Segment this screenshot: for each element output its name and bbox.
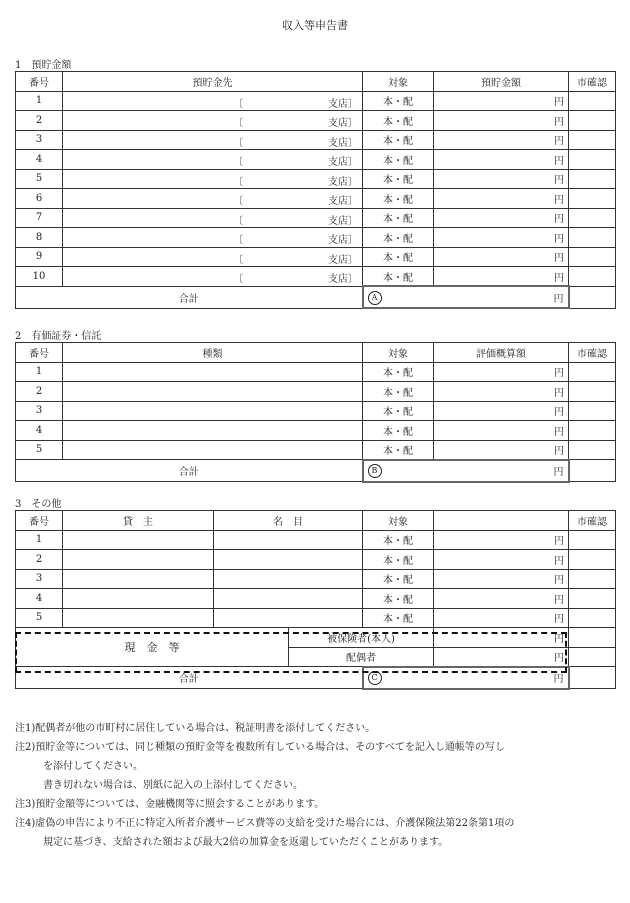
city-check-cell xyxy=(569,150,616,170)
deposit-amount-field[interactable] xyxy=(434,208,569,228)
bracket-open: 〔 xyxy=(233,176,243,188)
branch-label: 支店〕 xyxy=(328,235,358,246)
row-number: 6 xyxy=(16,189,63,209)
lender-field[interactable] xyxy=(63,550,214,570)
city-check-cell xyxy=(569,228,616,248)
deposit-row xyxy=(16,247,616,267)
type-field[interactable] xyxy=(63,382,363,402)
target-select[interactable]: 本・配 xyxy=(363,569,434,589)
securities-row xyxy=(16,401,616,421)
securities-row xyxy=(16,421,616,441)
insured-amount-field[interactable] xyxy=(434,628,569,648)
deposit-row xyxy=(16,169,616,189)
total-unit: 円 xyxy=(553,467,564,478)
bracket-open: 〔 xyxy=(233,274,243,285)
row-number: 2 xyxy=(16,111,63,131)
section1-heading: 1 預貯金額 xyxy=(15,60,72,71)
target-select[interactable]: 本・配 xyxy=(363,130,434,150)
city-check-cell xyxy=(569,460,616,482)
mark-b-icon: B xyxy=(368,464,382,478)
target-select[interactable]: 本・配 xyxy=(363,608,434,628)
deposit-row xyxy=(16,91,616,111)
target-select[interactable]: 本・配 xyxy=(363,440,434,460)
unit: 円 xyxy=(554,446,564,457)
row-number: 5 xyxy=(16,608,63,628)
deposit-row xyxy=(16,267,616,287)
unit: 円 xyxy=(554,136,564,148)
deposit-amount-field[interactable] xyxy=(434,91,569,111)
col-header-lender: 貸 主 xyxy=(63,511,214,531)
unit: 円 xyxy=(554,97,564,109)
unit: 円 xyxy=(554,614,564,626)
unit: 円 xyxy=(554,633,564,645)
deposit-row xyxy=(16,130,616,150)
row-number: 9 xyxy=(16,247,63,267)
deposit-amount-field[interactable] xyxy=(434,228,569,248)
row-number: 3 xyxy=(16,130,63,150)
city-check-cell xyxy=(569,608,616,628)
col-header-estimated-value: 評価概算額 xyxy=(434,343,569,363)
type-field[interactable] xyxy=(63,401,363,421)
unit: 円 xyxy=(554,368,564,380)
mark-c-icon: C xyxy=(368,671,382,685)
row-number: 4 xyxy=(16,421,63,441)
city-check-cell xyxy=(569,382,616,402)
insured-label: 被保険者(本人) xyxy=(289,628,434,648)
bracket-open: 〔 xyxy=(233,235,243,246)
deposit-amount-field[interactable] xyxy=(434,111,569,131)
bank-name-field[interactable] xyxy=(63,189,363,209)
securities-row xyxy=(16,382,616,402)
estimated-value-field[interactable] xyxy=(434,362,569,382)
note-2: 注2)預貯金等については、同じ種類の預貯金等を複数所有している場合は、そのすべてを記入し通帳等の写し xyxy=(15,742,505,753)
target-select[interactable]: 本・配 xyxy=(363,362,434,382)
bracket-open: 〔 xyxy=(233,98,243,110)
bank-name-field[interactable] xyxy=(63,208,363,228)
col-header-target: 対象 xyxy=(363,72,434,92)
deposit-amount-field[interactable] xyxy=(434,267,569,287)
cash-label: 現 金 等 xyxy=(16,628,289,667)
bracket-open: 〔 xyxy=(233,118,243,129)
item-field[interactable] xyxy=(214,550,363,570)
target-select[interactable]: 本・配 xyxy=(363,247,434,267)
row-number: 8 xyxy=(16,228,63,248)
bank-name-field[interactable] xyxy=(63,150,363,170)
row-number: 1 xyxy=(16,530,63,550)
city-check-cell xyxy=(569,247,616,267)
deposit-table xyxy=(15,71,616,309)
item-field[interactable] xyxy=(214,569,363,589)
row-number: 3 xyxy=(16,401,63,421)
estimated-value-field[interactable] xyxy=(434,401,569,421)
amount-field[interactable] xyxy=(434,608,569,628)
unit: 円 xyxy=(554,536,564,548)
city-check-cell xyxy=(569,628,616,648)
deposit-total-field[interactable] xyxy=(363,286,569,308)
branch-label: 支店〕 xyxy=(328,98,358,110)
bracket-open: 〔 xyxy=(233,137,243,149)
city-check-cell xyxy=(569,401,616,421)
city-check-cell xyxy=(569,91,616,111)
section3-heading: 3 その他 xyxy=(15,499,62,510)
mark-a-icon: A xyxy=(368,291,382,305)
bank-name-field[interactable] xyxy=(63,169,363,189)
city-check-cell xyxy=(569,130,616,150)
target-select[interactable]: 本・配 xyxy=(363,267,434,287)
unit: 円 xyxy=(554,387,564,399)
deposit-total-label: 合計 xyxy=(16,286,363,308)
target-select[interactable]: 本・配 xyxy=(363,111,434,131)
bracket-open: 〔 xyxy=(233,254,243,266)
estimated-value-field[interactable] xyxy=(434,421,569,441)
col-header-city-check: 市確認 xyxy=(569,511,616,531)
city-check-cell xyxy=(569,550,616,570)
amount-field[interactable] xyxy=(434,530,569,550)
other-total-field[interactable] xyxy=(363,667,569,689)
other-total-label: 合計 xyxy=(16,667,363,689)
securities-table xyxy=(15,342,616,483)
target-select[interactable]: 本・配 xyxy=(363,530,434,550)
note-3: 注3)預貯金額等については、金融機関等に照会することがあります。 xyxy=(15,799,325,810)
unit: 円 xyxy=(554,426,564,438)
bracket-open: 〔 xyxy=(233,215,243,227)
item-field[interactable] xyxy=(214,589,363,609)
city-check-cell xyxy=(569,362,616,382)
unit: 円 xyxy=(554,194,564,206)
unit: 円 xyxy=(554,116,564,128)
lender-field[interactable] xyxy=(63,569,214,589)
item-field[interactable] xyxy=(214,608,363,628)
amount-field[interactable] xyxy=(434,569,569,589)
other-row xyxy=(16,608,616,628)
target-select[interactable]: 本・配 xyxy=(363,91,434,111)
spouse-label: 配偶者 xyxy=(289,647,434,667)
securities-total-field[interactable] xyxy=(363,460,569,482)
city-check-cell xyxy=(569,589,616,609)
branch-label: 支店〕 xyxy=(328,137,358,149)
note-4-cont: 規定に基づき、支給された額および最大2倍の加算金を返還していただくことがあります。 xyxy=(43,837,449,848)
city-check-cell xyxy=(569,208,616,228)
row-number: 2 xyxy=(16,382,63,402)
unit: 円 xyxy=(554,555,564,567)
bank-name-field[interactable] xyxy=(63,130,363,150)
branch-label: 支店〕 xyxy=(328,157,358,168)
city-check-cell xyxy=(569,189,616,209)
col-header-deposit-bank: 預貯金先 xyxy=(63,72,363,92)
bank-name-field[interactable] xyxy=(63,228,363,248)
row-number: 1 xyxy=(16,91,63,111)
branch-label: 支店〕 xyxy=(328,118,358,129)
deposit-amount-field[interactable] xyxy=(434,130,569,150)
type-field[interactable] xyxy=(63,421,363,441)
estimated-value-field[interactable] xyxy=(434,382,569,402)
bracket-open: 〔 xyxy=(233,196,243,207)
target-select[interactable]: 本・配 xyxy=(363,382,434,402)
col-header-blank xyxy=(434,511,569,531)
target-select[interactable]: 本・配 xyxy=(363,550,434,570)
deposit-row xyxy=(16,208,616,228)
row-number: 5 xyxy=(16,169,63,189)
branch-label: 支店〕 xyxy=(328,196,358,207)
row-number: 4 xyxy=(16,589,63,609)
bank-name-field[interactable] xyxy=(63,111,363,131)
unit: 円 xyxy=(554,175,564,187)
unit: 円 xyxy=(554,575,564,587)
unit: 円 xyxy=(554,407,564,419)
col-header-city-check: 市確認 xyxy=(569,72,616,92)
total-unit: 円 xyxy=(553,293,564,305)
target-select[interactable]: 本・配 xyxy=(363,421,434,441)
row-number: 7 xyxy=(16,208,63,228)
row-number: 5 xyxy=(16,440,63,460)
deposit-row xyxy=(16,111,616,131)
deposit-amount-field[interactable] xyxy=(434,150,569,170)
target-select[interactable]: 本・配 xyxy=(363,208,434,228)
other-row xyxy=(16,569,616,589)
securities-total-label: 合計 xyxy=(16,460,363,482)
col-header-target: 対象 xyxy=(363,511,434,531)
spouse-amount-field[interactable] xyxy=(434,647,569,667)
section2-heading: 2 有価証券・信託 xyxy=(15,331,102,342)
unit: 円 xyxy=(554,653,564,664)
total-unit: 円 xyxy=(553,674,564,685)
deposit-amount-field[interactable] xyxy=(434,247,569,267)
lender-field[interactable] xyxy=(63,589,214,609)
note-1: 注1)配偶者が他の市町村に居住している場合は、税証明書を添付してください。 xyxy=(15,723,376,734)
city-check-cell xyxy=(569,421,616,441)
col-header-target: 対象 xyxy=(363,343,434,363)
page-title: 収入等申告書 xyxy=(282,19,348,32)
other-row xyxy=(16,589,616,609)
unit: 円 xyxy=(554,594,564,606)
other-row xyxy=(16,550,616,570)
col-header-deposit-amount: 預貯金額 xyxy=(434,72,569,92)
target-select[interactable]: 本・配 xyxy=(363,401,434,421)
row-number: 10 xyxy=(16,267,63,287)
item-field[interactable] xyxy=(214,530,363,550)
deposit-amount-field[interactable] xyxy=(434,189,569,209)
securities-row xyxy=(16,440,616,460)
city-check-cell xyxy=(569,667,616,689)
securities-row xyxy=(16,362,616,382)
target-select[interactable]: 本・配 xyxy=(363,589,434,609)
notes xyxy=(15,719,615,852)
estimated-value-field[interactable] xyxy=(434,440,569,460)
col-header-number: 番号 xyxy=(16,343,63,363)
city-check-cell xyxy=(569,111,616,131)
row-number: 1 xyxy=(16,362,63,382)
bank-name-field[interactable] xyxy=(63,247,363,267)
lender-field[interactable] xyxy=(63,608,214,628)
target-select[interactable]: 本・配 xyxy=(363,150,434,170)
unit: 円 xyxy=(554,214,564,226)
lender-field[interactable] xyxy=(63,530,214,550)
branch-label: 支店〕 xyxy=(328,274,358,285)
col-header-type: 種類 xyxy=(63,343,363,363)
deposit-row xyxy=(16,228,616,248)
branch-label: 支店〕 xyxy=(328,215,358,227)
target-select[interactable]: 本・配 xyxy=(363,169,434,189)
unit: 円 xyxy=(554,155,564,167)
unit: 円 xyxy=(554,233,564,245)
city-check-cell xyxy=(569,286,616,308)
row-number: 3 xyxy=(16,569,63,589)
city-check-cell xyxy=(569,569,616,589)
amount-field[interactable] xyxy=(434,550,569,570)
row-number: 2 xyxy=(16,550,63,570)
city-check-cell xyxy=(569,169,616,189)
amount-field[interactable] xyxy=(434,589,569,609)
note-2-cont: を添付してください。 xyxy=(43,761,143,772)
city-check-cell xyxy=(569,647,616,667)
target-select[interactable]: 本・配 xyxy=(363,189,434,209)
row-number: 4 xyxy=(16,150,63,170)
bank-name-field[interactable] xyxy=(63,267,363,287)
bank-name-field[interactable] xyxy=(63,91,363,111)
col-header-item: 名 目 xyxy=(214,511,363,531)
note-2-extra: 書き切れない場合は、別紙に記入の上添付してください。 xyxy=(43,780,303,791)
col-header-number: 番号 xyxy=(16,511,63,531)
city-check-cell xyxy=(569,440,616,460)
other-row xyxy=(16,530,616,550)
branch-label: 支店〕 xyxy=(328,254,358,266)
city-check-cell xyxy=(569,267,616,287)
target-select[interactable]: 本・配 xyxy=(363,228,434,248)
col-header-city-check: 市確認 xyxy=(569,343,616,363)
unit: 円 xyxy=(554,272,564,284)
deposit-row xyxy=(16,150,616,170)
note-4: 注4)虚偽の申告により不正に特定入所者介護サービス費等の支給を受けた場合には、介護保険法第22条第1項の xyxy=(15,818,515,829)
other-table xyxy=(15,510,616,690)
type-field[interactable] xyxy=(63,440,363,460)
deposit-row xyxy=(16,189,616,209)
col-header-number: 番号 xyxy=(16,72,63,92)
branch-label: 支店〕 xyxy=(328,176,358,188)
bracket-open: 〔 xyxy=(233,157,243,168)
unit: 円 xyxy=(554,253,564,265)
city-check-cell xyxy=(569,530,616,550)
type-field[interactable] xyxy=(63,362,363,382)
deposit-amount-field[interactable] xyxy=(434,169,569,189)
